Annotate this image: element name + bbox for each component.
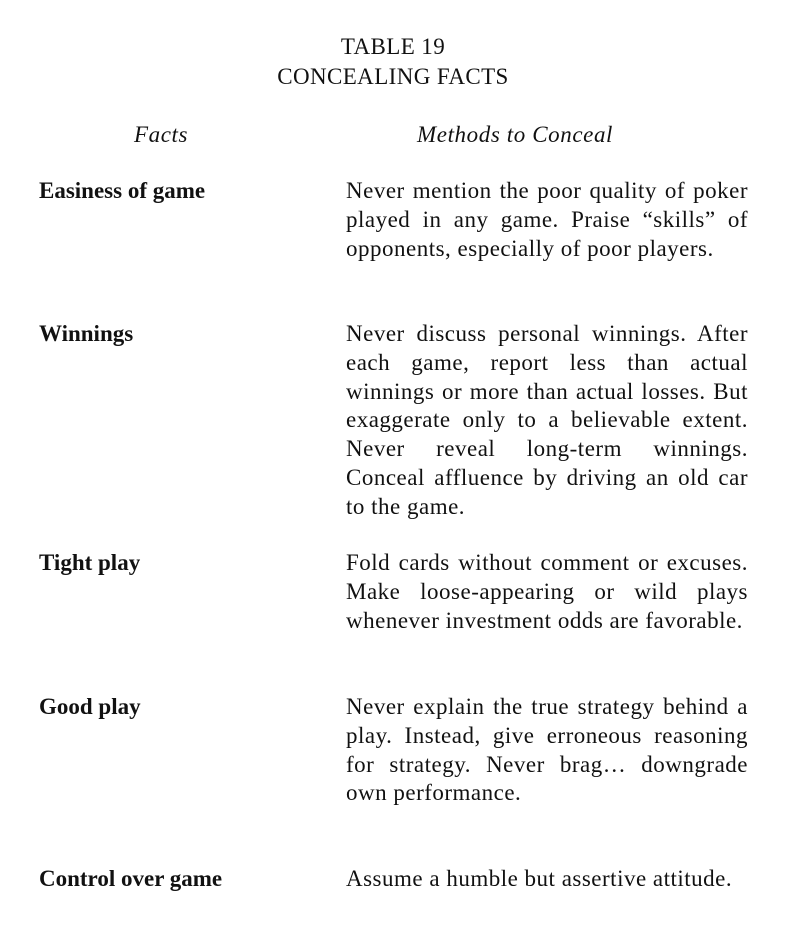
method-text: Never explain the true strategy behind a play. Instead, give erroneous reasoning for strategy. Never brag… downgrade own performance. <box>346 694 748 806</box>
fact-label: Control over game <box>39 866 223 891</box>
fact-label: Easiness of game <box>39 178 206 203</box>
fact-label: Winnings <box>39 321 134 346</box>
fact-label: Tight play <box>39 550 141 575</box>
column-header-methods: Methods to Conceal <box>417 122 614 147</box>
table-number: TABLE 19 <box>340 34 446 59</box>
method-text: Never mention the poor quality of poker played in any game. Praise “skills” of opponents, especially of poor players. <box>346 178 748 261</box>
method-text: Assume a humble but assertive attitude. <box>346 866 733 891</box>
method-text: Fold cards without comment or excuses. Make loose-appearing or wild plays whenever investment odds are favorable. <box>346 550 748 633</box>
column-header-facts: Facts <box>134 122 189 147</box>
table-title: CONCEALING FACTS <box>277 64 509 89</box>
fact-label: Good play <box>39 694 141 719</box>
method-text: Never discuss personal winnings. After each game, report less than actual winnings or more than actual losses. But exaggerate only to a believable extent. Never reveal long-term winnings. Conceal affluence by driving an old car to the game. <box>346 321 748 519</box>
table-title-block <box>0 32 786 92</box>
